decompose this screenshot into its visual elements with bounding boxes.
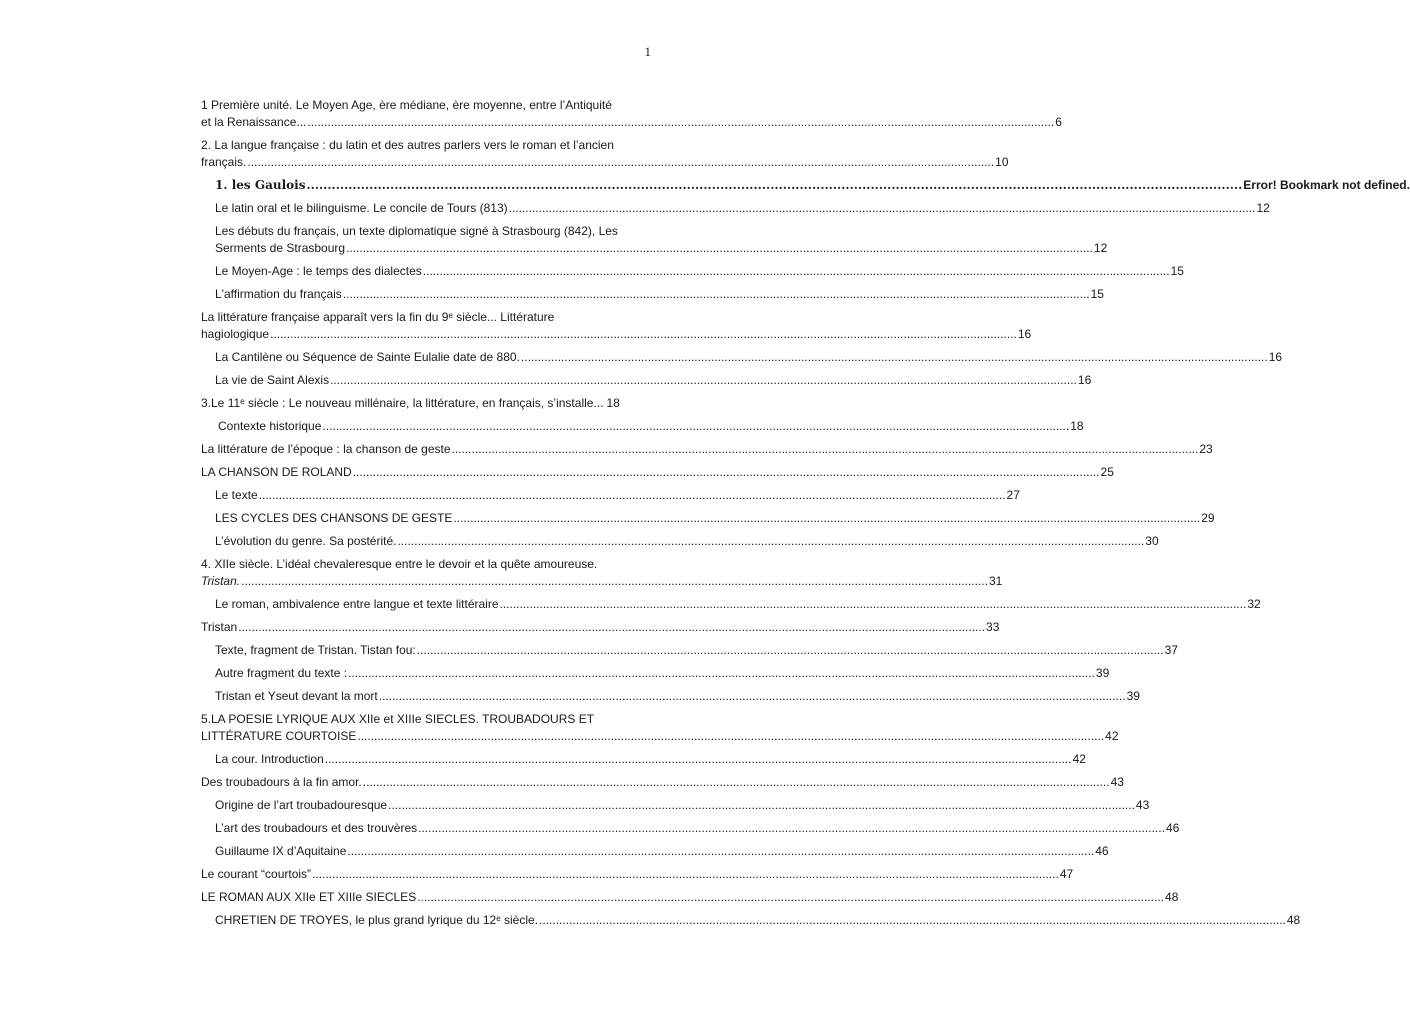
toc-entry-12[interactable] [201, 418, 1084, 435]
toc-entry-text: La vie de Saint Alexis [215, 373, 330, 387]
toc-page-number: 43 [1135, 798, 1150, 812]
page-number: 1 [644, 44, 651, 59]
leader-dots [417, 642, 1164, 659]
toc-entry-6[interactable] [201, 263, 1184, 280]
leader-dots [307, 114, 1054, 131]
leader-dots [363, 774, 1110, 791]
leader-dots [500, 596, 1247, 613]
toc-page-number: 31 [988, 574, 1003, 588]
toc-entry-text: Le texte [215, 488, 258, 502]
toc-entry-9[interactable] [201, 349, 1283, 366]
toc-entry-7[interactable] [201, 286, 1104, 303]
toc-page-number: 39 [1126, 689, 1140, 703]
toc-page-number: 46 [1095, 844, 1109, 858]
toc-page-number: 10 [995, 155, 1009, 169]
leader-dots [521, 349, 1268, 366]
toc-entry-text: La littérature de l’époque : la chanson de geste [201, 442, 451, 456]
leader-dots [325, 751, 1072, 768]
toc-page-number: 16 [1077, 373, 1092, 387]
toc-entry-text: LE ROMAN AUX XIIe ET XIIIe SIECLES [201, 890, 417, 904]
toc-entry-24[interactable] [201, 711, 1119, 745]
leader-dots [357, 728, 1104, 745]
toc-entry-text: LA CHANSON DE ROLAND [201, 465, 352, 479]
toc-entry-26[interactable] [201, 774, 1124, 791]
leader-dots [330, 372, 1077, 389]
toc-page-number: 27 [1006, 488, 1020, 502]
toc-page-number: 29 [1201, 511, 1215, 525]
toc-entry-text: 2. La langue française : du latin et des autres parlers vers le roman et l’ancien [201, 138, 614, 152]
leader-dots [346, 240, 1093, 257]
leader-dots [270, 326, 1017, 343]
toc-entry-25[interactable] [201, 751, 1086, 768]
toc-page-number: Error! Bookmark not defined. [1243, 178, 1410, 192]
leader-dots [348, 665, 1095, 682]
toc-page-number: 32 [1247, 597, 1261, 611]
toc-entry-text: français. [201, 155, 247, 169]
toc-entry-text: Guillaume IX d’Aquitaine [215, 844, 347, 858]
toc-entry-text: 5.LA POESIE LYRIQUE AUX XIIe et XIIIe SIECLES. TROUBADOURS ET [201, 712, 595, 726]
toc-page-number: 46 [1165, 821, 1180, 835]
toc-page-number: 43 [1110, 775, 1124, 789]
toc-entry-15[interactable] [201, 487, 1020, 504]
toc-page-number: 15 [1170, 264, 1184, 278]
leader-dots [417, 889, 1164, 906]
toc-entry-4[interactable] [201, 200, 1270, 217]
toc-entry-text: Contexte historique [218, 419, 322, 433]
leader-dots [379, 688, 1126, 705]
toc-entry-text: Serments de Strasbourg [215, 241, 346, 255]
toc-entry-text: Tristan [201, 620, 238, 634]
toc-entry-20[interactable] [201, 619, 1000, 636]
toc-page-number: 18 [1070, 419, 1084, 433]
toc-entry-13[interactable] [201, 441, 1213, 458]
toc-entry-2[interactable] [201, 137, 1009, 171]
toc-entry-32[interactable] [201, 912, 1301, 929]
toc-entry-17[interactable] [201, 533, 1159, 550]
toc-page-number: 23 [1199, 442, 1213, 456]
toc-entry-text: LITTÉRATURE COURTOISE [201, 729, 357, 743]
leader-dots [423, 263, 1170, 280]
toc-page-number: 48 [1286, 913, 1301, 927]
table-of-contents [201, 97, 1410, 935]
toc-entry-text: Tristan et Yseut devant la mort [215, 689, 378, 703]
toc-page-number: 42 [1072, 752, 1086, 766]
toc-page-number: 47 [1059, 867, 1074, 881]
toc-entry-text: 4. XIIe siècle. L’idéal chevaleresque entre le devoir et la quête amoureuse. [201, 557, 598, 571]
toc-entry-text: La Cantilène ou Séquence de Sainte Eulalie date de 880. [215, 350, 520, 364]
toc-entry-text: Tristan. [201, 574, 241, 588]
toc-entry-1[interactable] [201, 97, 1062, 131]
toc-entry-19[interactable] [201, 596, 1261, 613]
leader-dots [353, 464, 1100, 481]
leader-dots [322, 418, 1069, 435]
leader-dots [312, 866, 1059, 883]
leader-dots [306, 177, 1242, 194]
toc-entry-28[interactable] [201, 820, 1180, 837]
toc-page-number: 48 [1165, 890, 1179, 904]
toc-entry-text: L’art des troubadours et des trouvères [215, 821, 418, 835]
toc-entry-text: L'affirmation du français [215, 287, 342, 301]
toc-entry-text: La cour. Introduction [215, 752, 324, 766]
leader-dots [241, 573, 988, 590]
toc-entry-text: LES CYCLES DES CHANSONS DE GESTE [215, 511, 453, 525]
toc-entry-31[interactable] [201, 889, 1179, 906]
toc-page-number: 12 [1093, 241, 1108, 255]
leader-dots [343, 286, 1090, 303]
toc-entry-29[interactable] [201, 843, 1109, 860]
toc-entry-27[interactable] [201, 797, 1150, 814]
toc-entry-22[interactable] [201, 665, 1110, 682]
toc-entry-16[interactable] [201, 510, 1215, 527]
leader-dots [452, 441, 1199, 458]
toc-entry-18[interactable] [201, 556, 1003, 590]
leader-dots [418, 820, 1165, 837]
leader-dots [259, 487, 1006, 504]
toc-page-number: 30 [1145, 534, 1159, 548]
toc-entry-14[interactable] [201, 464, 1114, 481]
toc-page-number: 6 [1055, 115, 1062, 129]
toc-page-number: 39 [1095, 666, 1110, 680]
toc-entry-text: 3.Le 11ᵉ siècle : Le nouveau millénaire, la littérature, en français, s’installe... [201, 396, 604, 410]
leader-dots [539, 912, 1286, 929]
toc-entry-text: Le Moyen-Age : le temps des dialectes [215, 264, 422, 278]
toc-entry-text: hagiologique [201, 327, 270, 341]
leader-dots [509, 200, 1256, 217]
toc-entry-text: Texte, fragment de Tristan. Tistan fou: [215, 643, 416, 657]
toc-entry-3[interactable] [201, 177, 1410, 194]
toc-page-number: 42 [1105, 729, 1119, 743]
toc-page-number: 37 [1164, 643, 1178, 657]
leader-dots [238, 619, 985, 636]
toc-entry-text: 1 Première unité. Le Moyen Age, ère médiane, ère moyenne, entre l’Antiquité [201, 98, 612, 112]
toc-entry-text: Des troubadours à la fin amor. [201, 775, 362, 789]
leader-dots [397, 533, 1144, 550]
toc-entry-text: L’évolution du genre. Sa postérité. [215, 534, 397, 548]
leader-dots [388, 797, 1135, 814]
toc-entry-text: Le courant “courtois” [201, 867, 312, 881]
toc-page-number: 15 [1090, 287, 1104, 301]
toc-entry-text: Autre fragment du texte : [215, 666, 348, 680]
toc-entry-text: La littérature française apparaît vers la fin du 9ᵉ siècle... Littérature [201, 310, 555, 324]
leader-dots [247, 154, 994, 171]
toc-entry-text: Les débuts du français, un texte diplomatique signé à Strasbourg (842), Les [215, 224, 618, 238]
toc-page-number: 33 [986, 620, 1000, 634]
toc-page-number: 16 [1268, 350, 1283, 364]
toc-entry-5[interactable] [201, 223, 1108, 257]
toc-entry-text: CHRETIEN DE TROYES, le plus grand lyrique du 12ᵉ siècle. [215, 913, 539, 927]
leader-dots [347, 843, 1094, 860]
leader-dots [453, 510, 1200, 527]
toc-entry-21[interactable] [201, 642, 1178, 659]
toc-page-number: 25 [1100, 465, 1114, 479]
toc-entry-text: 1. les Gaulois [215, 178, 306, 192]
toc-entry-30[interactable] [201, 866, 1074, 883]
toc-page-number: 16 [1017, 327, 1032, 341]
toc-page-number: 18 [606, 396, 620, 410]
toc-entry-8[interactable] [201, 309, 1032, 343]
toc-entry-text: Le roman, ambivalence entre langue et texte littéraire [215, 597, 499, 611]
toc-entry-10[interactable] [201, 372, 1092, 389]
toc-entry-23[interactable] [201, 688, 1140, 705]
toc-entry-11[interactable] [201, 395, 652, 412]
toc-entry-text: et la Renaissance... [201, 115, 307, 129]
toc-entry-text: Origine de l’art troubadouresque [215, 798, 388, 812]
toc-page-number: 12 [1256, 201, 1270, 215]
toc-entry-text: Le latin oral et le bilinguisme. Le concile de Tours (813) [215, 201, 508, 215]
